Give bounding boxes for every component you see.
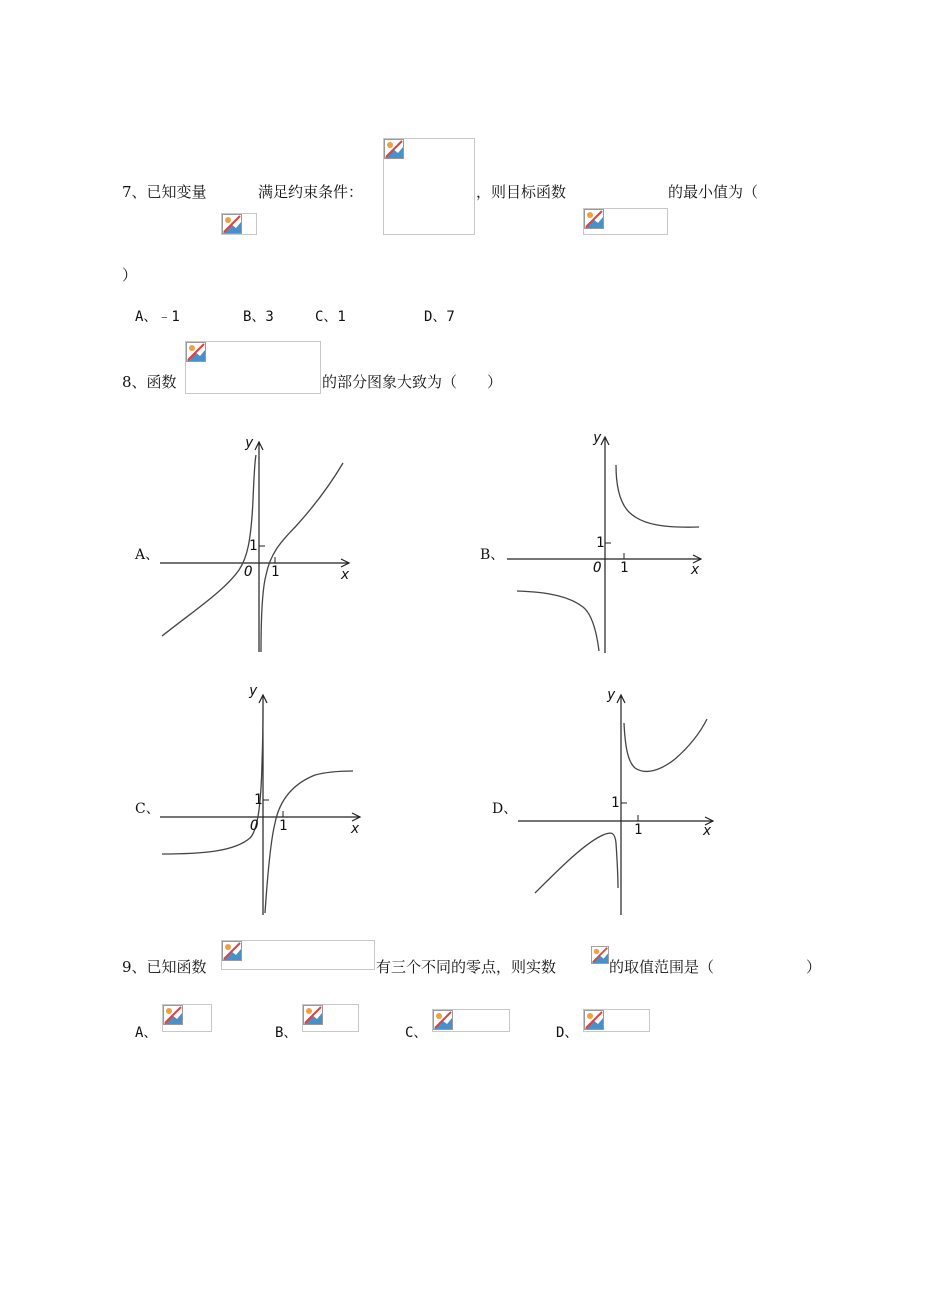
q8-function-image	[185, 341, 321, 394]
q9-option-a-image	[162, 1004, 212, 1032]
q9-stem-c: 的取值范围是（	[609, 958, 715, 976]
q7-constraint-image	[383, 138, 475, 235]
q8-stem-b: 的部分图象大致为（ ）	[322, 373, 503, 391]
curve-right	[616, 465, 699, 527]
q9-stem-b: 有三个不同的零点，则实数	[376, 958, 557, 976]
graph-d-tick-y: 1	[611, 795, 620, 811]
broken-image-icon	[163, 1005, 183, 1025]
graph-a-x-label: x	[341, 567, 350, 583]
broken-image-icon	[584, 1010, 604, 1030]
q7-option-a[interactable]: A、﹣1	[135, 309, 180, 325]
broken-image-icon	[222, 214, 242, 234]
graph-a-tick-y: 1	[249, 538, 258, 554]
curve-left	[162, 708, 263, 854]
graph-c-tick-x: 1	[279, 818, 288, 834]
graph-b-origin: O	[593, 560, 602, 576]
broken-image-icon	[186, 342, 206, 362]
graph-b-x-label: x	[691, 562, 700, 578]
graph-c-plot	[155, 683, 370, 920]
q9-param-image	[591, 945, 609, 970]
graph-d-label[interactable]: D、	[492, 801, 518, 817]
graph-b	[505, 425, 715, 660]
graph-a-label[interactable]: A、	[135, 547, 160, 563]
curve-left	[517, 591, 599, 651]
q9-option-c[interactable]: C、	[405, 1025, 428, 1041]
q9-option-b[interactable]: B、	[275, 1025, 298, 1041]
graph-c-tick-y: 1	[254, 792, 263, 808]
q9-stem-a: 9、已知函数	[122, 958, 207, 976]
graph-d-tick-x: 1	[634, 822, 643, 838]
graph-a-y-label: y	[245, 435, 254, 451]
broken-image-icon	[584, 209, 604, 229]
graph-d-x-label: x	[703, 823, 712, 839]
graph-c-x-label: x	[351, 821, 360, 837]
q7-stem-c: ，则目标函数	[476, 183, 567, 201]
curve-right	[624, 719, 707, 771]
q7-objective-image	[583, 208, 668, 235]
graph-d-plot	[515, 683, 725, 920]
graph-b-plot	[505, 425, 715, 660]
q9-option-b-image	[302, 1004, 359, 1032]
broken-image-icon	[433, 1010, 453, 1030]
q7-option-c[interactable]: C、1	[315, 309, 346, 325]
q7-option-d[interactable]: D、7	[424, 309, 455, 325]
graph-d	[515, 683, 725, 920]
broken-image-icon	[591, 945, 609, 965]
broken-image-icon	[303, 1005, 323, 1025]
q7-stem-d: 的最小值为（	[668, 183, 759, 201]
graph-a-plot	[155, 430, 365, 660]
graph-b-tick-y: 1	[596, 535, 605, 551]
graph-c-origin: O	[250, 818, 259, 834]
broken-image-icon	[222, 941, 242, 961]
q7-stem-b: 满足约束条件：	[258, 183, 364, 201]
curve-left	[162, 455, 256, 636]
q7-close-paren: ）	[122, 266, 138, 284]
q7-variables-image	[221, 213, 257, 235]
broken-image-icon	[384, 139, 404, 159]
graph-d-y-label: y	[607, 687, 616, 703]
graph-a-origin: O	[244, 564, 253, 580]
graph-c	[155, 683, 370, 920]
q9-option-a[interactable]: A、	[135, 1025, 158, 1041]
q9-function-image	[221, 940, 375, 970]
graph-b-tick-x: 1	[620, 560, 629, 576]
q9-option-d[interactable]: D、	[556, 1025, 579, 1041]
curve-left	[535, 833, 618, 893]
graph-b-label[interactable]: B、	[480, 547, 505, 563]
graph-c-y-label: y	[249, 683, 258, 699]
q7-stem-a: 7、已知变量	[122, 183, 207, 201]
q7-option-b[interactable]: B、3	[243, 309, 274, 325]
q9-option-c-image	[432, 1009, 510, 1032]
graph-a	[155, 430, 365, 660]
q9-option-d-image	[583, 1009, 650, 1032]
q8-stem-a: 8、函数	[122, 373, 177, 391]
graph-a-tick-x: 1	[271, 564, 280, 580]
graph-b-y-label: y	[593, 430, 602, 446]
q9-close-paren: ）	[806, 958, 822, 976]
curve-right	[261, 463, 343, 652]
curve-right	[265, 771, 353, 913]
graph-c-label[interactable]: C、	[135, 801, 160, 817]
